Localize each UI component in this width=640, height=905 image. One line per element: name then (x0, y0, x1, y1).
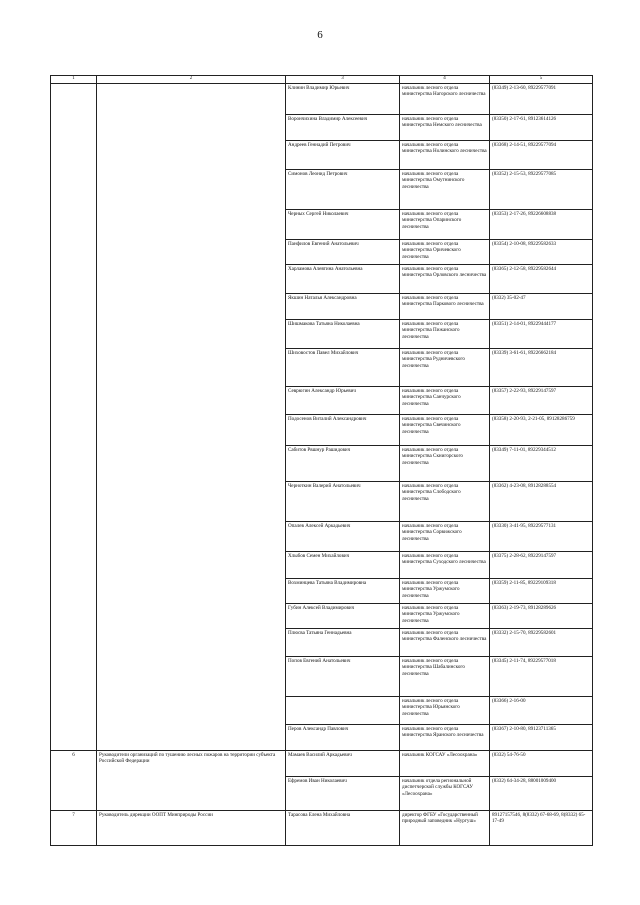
position-cell: начальник лесного отдела министерства Свечинского лесничества (400, 414, 490, 445)
position-cell: начальник лесного отдела министерства Пижанского лесничества (400, 319, 490, 348)
person-name-cell: Подосенов Виталий Александрович (286, 414, 400, 445)
position-cell: начальник лесного отдела министерства Уржумского лесничества (400, 603, 490, 628)
person-name-cell: Черных Сергей Николаевич (286, 209, 400, 239)
position-cell: начальник КОГСАУ «Лесоохрана» (400, 750, 490, 776)
phone-cell: (83353) 2-17-26, 89226608838 (490, 209, 593, 239)
person-name-cell: Мамаев Василий Аркадьевич (286, 750, 400, 776)
position-cell: начальник лесного отдела министерства Уржумского лесничества (400, 578, 490, 603)
person-name-cell: Андреев Геннадий Петрович (286, 140, 400, 169)
header-cell: 4 (400, 76, 490, 84)
phone-cell: (83351) 2-14-01, 89229444177 (490, 319, 593, 348)
position-cell: начальник лесного отдела министерства Шабалинского лесничества (400, 656, 490, 696)
position-cell: начальник лесного отдела министерства Паркового лесничества (400, 293, 490, 319)
table-header-row (51, 76, 593, 84)
category-cell (97, 83, 286, 750)
phone-cell: (83352) 2-15-53, 89229577085 (490, 169, 593, 209)
phone-cell: (83354) 2-10-08, 89229582633 (490, 239, 593, 264)
position-cell: начальник лесного отдела министерства Юрьянского лесничества (400, 696, 490, 724)
person-name-cell: Сабитов Рвшнур Рашидович (286, 445, 400, 481)
phone-cell: (83367) 2-10-80, 89123711365 (490, 724, 593, 750)
contacts-table (50, 75, 593, 846)
phone-cell: (83350) 2-17-61, 89123614126 (490, 114, 593, 140)
phone-cell: (83365) 2-12-58, 89229582644 (490, 264, 593, 293)
person-name-cell: Вохминцева Татьяна Владимировна (286, 578, 400, 603)
person-name-cell: Шиховостов Павел Михайлович (286, 348, 400, 386)
page-number: 6 (317, 29, 323, 41)
person-name-cell: Попов Евгений Анатольевич (286, 656, 400, 696)
person-name-cell: Хлыбов Семен Михайлович (286, 551, 400, 578)
phone-cell: (83375) 2-28-62, 89229147597 (490, 551, 593, 578)
row-number-cell (51, 83, 97, 750)
person-name-cell: Перов Александр Павлович (286, 724, 400, 750)
person-name-cell: Севрюгин Александр Юрьевич (286, 386, 400, 414)
position-cell: начальник лесного отдела министерства Нолинского лесничества (400, 140, 490, 169)
header-cell: 2 (97, 76, 286, 84)
person-name-cell: Харламова Алевтина Анатольевна (286, 264, 400, 293)
person-name-cell: Плюсва Татьяна Геннадьевна (286, 628, 400, 656)
phone-cell: (83362) 4-23-08, 89128288554 (490, 481, 593, 521)
phone-cell: (83349) 2-13-60, 89229577091 (490, 83, 593, 114)
position-cell: начальник лесного отдела министерства Слободского лесничества (400, 481, 490, 521)
phone-cell: (83358) 2-20-93, 2-21-05, 89128286759 (490, 414, 593, 445)
phone-cell: (83345) 2-11-74, 89229577018 (490, 656, 593, 696)
row-number-cell: 6 (51, 750, 97, 810)
person-name-cell: Панфилов Евгений Анатольевич (286, 239, 400, 264)
position-cell: начальник лесного отдела министерства Оричевского лесничества (400, 239, 490, 264)
position-cell: начальник отдела региональной диспетчерской службы КОГСАУ «Лесоохрана» (400, 776, 490, 810)
phone-cell: (8332) 35-02-47 (490, 293, 593, 319)
position-cell: начальник лесного отдела министерства Санчурского лесничества (400, 386, 490, 414)
position-cell: начальник лесного отдела министерства Опаринского лесничества (400, 209, 490, 239)
position-cell: начальник лесного отдела министерства Нагорского лесничества (400, 83, 490, 114)
header-cell: 3 (286, 76, 400, 84)
position-cell: начальник лесного отдела министерства Фаленского лесничества (400, 628, 490, 656)
position-cell: начальник лесного отдела министерства Скнигорского лесничества (400, 445, 490, 481)
position-cell: начальник лесного отдела министерства Орловского лесничества (400, 264, 490, 293)
position-cell: начальник лесного отдела министерства Рудничевского лесничества (400, 348, 490, 386)
phone-cell: (83363) 2-19-73, 89128289626 (490, 603, 593, 628)
person-name-cell: Симонов Леонид Петрович (286, 169, 400, 209)
person-name-cell: Ворончихина Владимир Алексеевич (286, 114, 400, 140)
header-cell: 1 (51, 76, 97, 84)
phone-cell: (83339) 3-61-61, 89226662184 (490, 348, 593, 386)
phone-cell: (83330) 3-41-95, 89229577131 (490, 521, 593, 551)
position-cell: начальник лесного отдела министерства Сорвижского лесничества (400, 521, 490, 551)
position-cell: начальник лесного отдела министерства Суходского лесничества (400, 551, 490, 578)
category-cell: Руководитель дирекции ООПТ Минприроды России (97, 810, 286, 845)
table-row (51, 83, 593, 114)
person-name-cell: Шишмакова Татьяна Николаевна (286, 319, 400, 348)
person-name-cell (286, 696, 400, 724)
person-name-cell: Тарасова Елена Михайловна (286, 810, 400, 845)
phone-cell: (83349) 7-11-01, 89229344512 (490, 445, 593, 481)
phone-cell: (83368) 2-14-51, 89229577094 (490, 140, 593, 169)
person-name-cell: Якшин Наталья Александровна (286, 293, 400, 319)
person-name-cell: Черноткин Валерий Анатольевич (286, 481, 400, 521)
phone-cell: (83366) 2-16-00 (490, 696, 593, 724)
person-name-cell: Клинин Владимир Юрьевич (286, 83, 400, 114)
position-cell: начальник лесного отдела министерства Яранского лесничества (400, 724, 490, 750)
person-name-cell: Опалев Алексей Аркадьевич (286, 521, 400, 551)
position-cell: директор ФГБУ «Государственный природный заповедник «Нургуш» (400, 810, 490, 845)
header-cell: 5 (490, 76, 593, 84)
row-number-cell: 7 (51, 810, 97, 845)
phone-cell: (8332) 64-34-28, 88001009400 (490, 776, 593, 810)
table-row (51, 810, 593, 845)
phone-cell: (83332) 2-15-70, 89229582601 (490, 628, 593, 656)
person-name-cell: Губин Алексей Владимирович (286, 603, 400, 628)
position-cell: начальник лесного отдела министерства Немского лесничества (400, 114, 490, 140)
person-name-cell: Ефремов Иван Николаевич (286, 776, 400, 810)
phone-cell: 89127157546, 8(8332) 67-68-69, 8(8332) 65-17-49 (490, 810, 593, 845)
phone-cell: (83357) 2-22-93, 89229147597 (490, 386, 593, 414)
phone-cell: (8332) 54-76-50 (490, 750, 593, 776)
category-cell: Руководители организаций по тушению лесных пожаров на территории субъекта Российской Федерации (97, 750, 286, 810)
phone-cell: (83359) 2-11-85, 89229109318 (490, 578, 593, 603)
table-row (51, 750, 593, 776)
position-cell: начальник лесного отдела министерства Омутнинского лесничества (400, 169, 490, 209)
